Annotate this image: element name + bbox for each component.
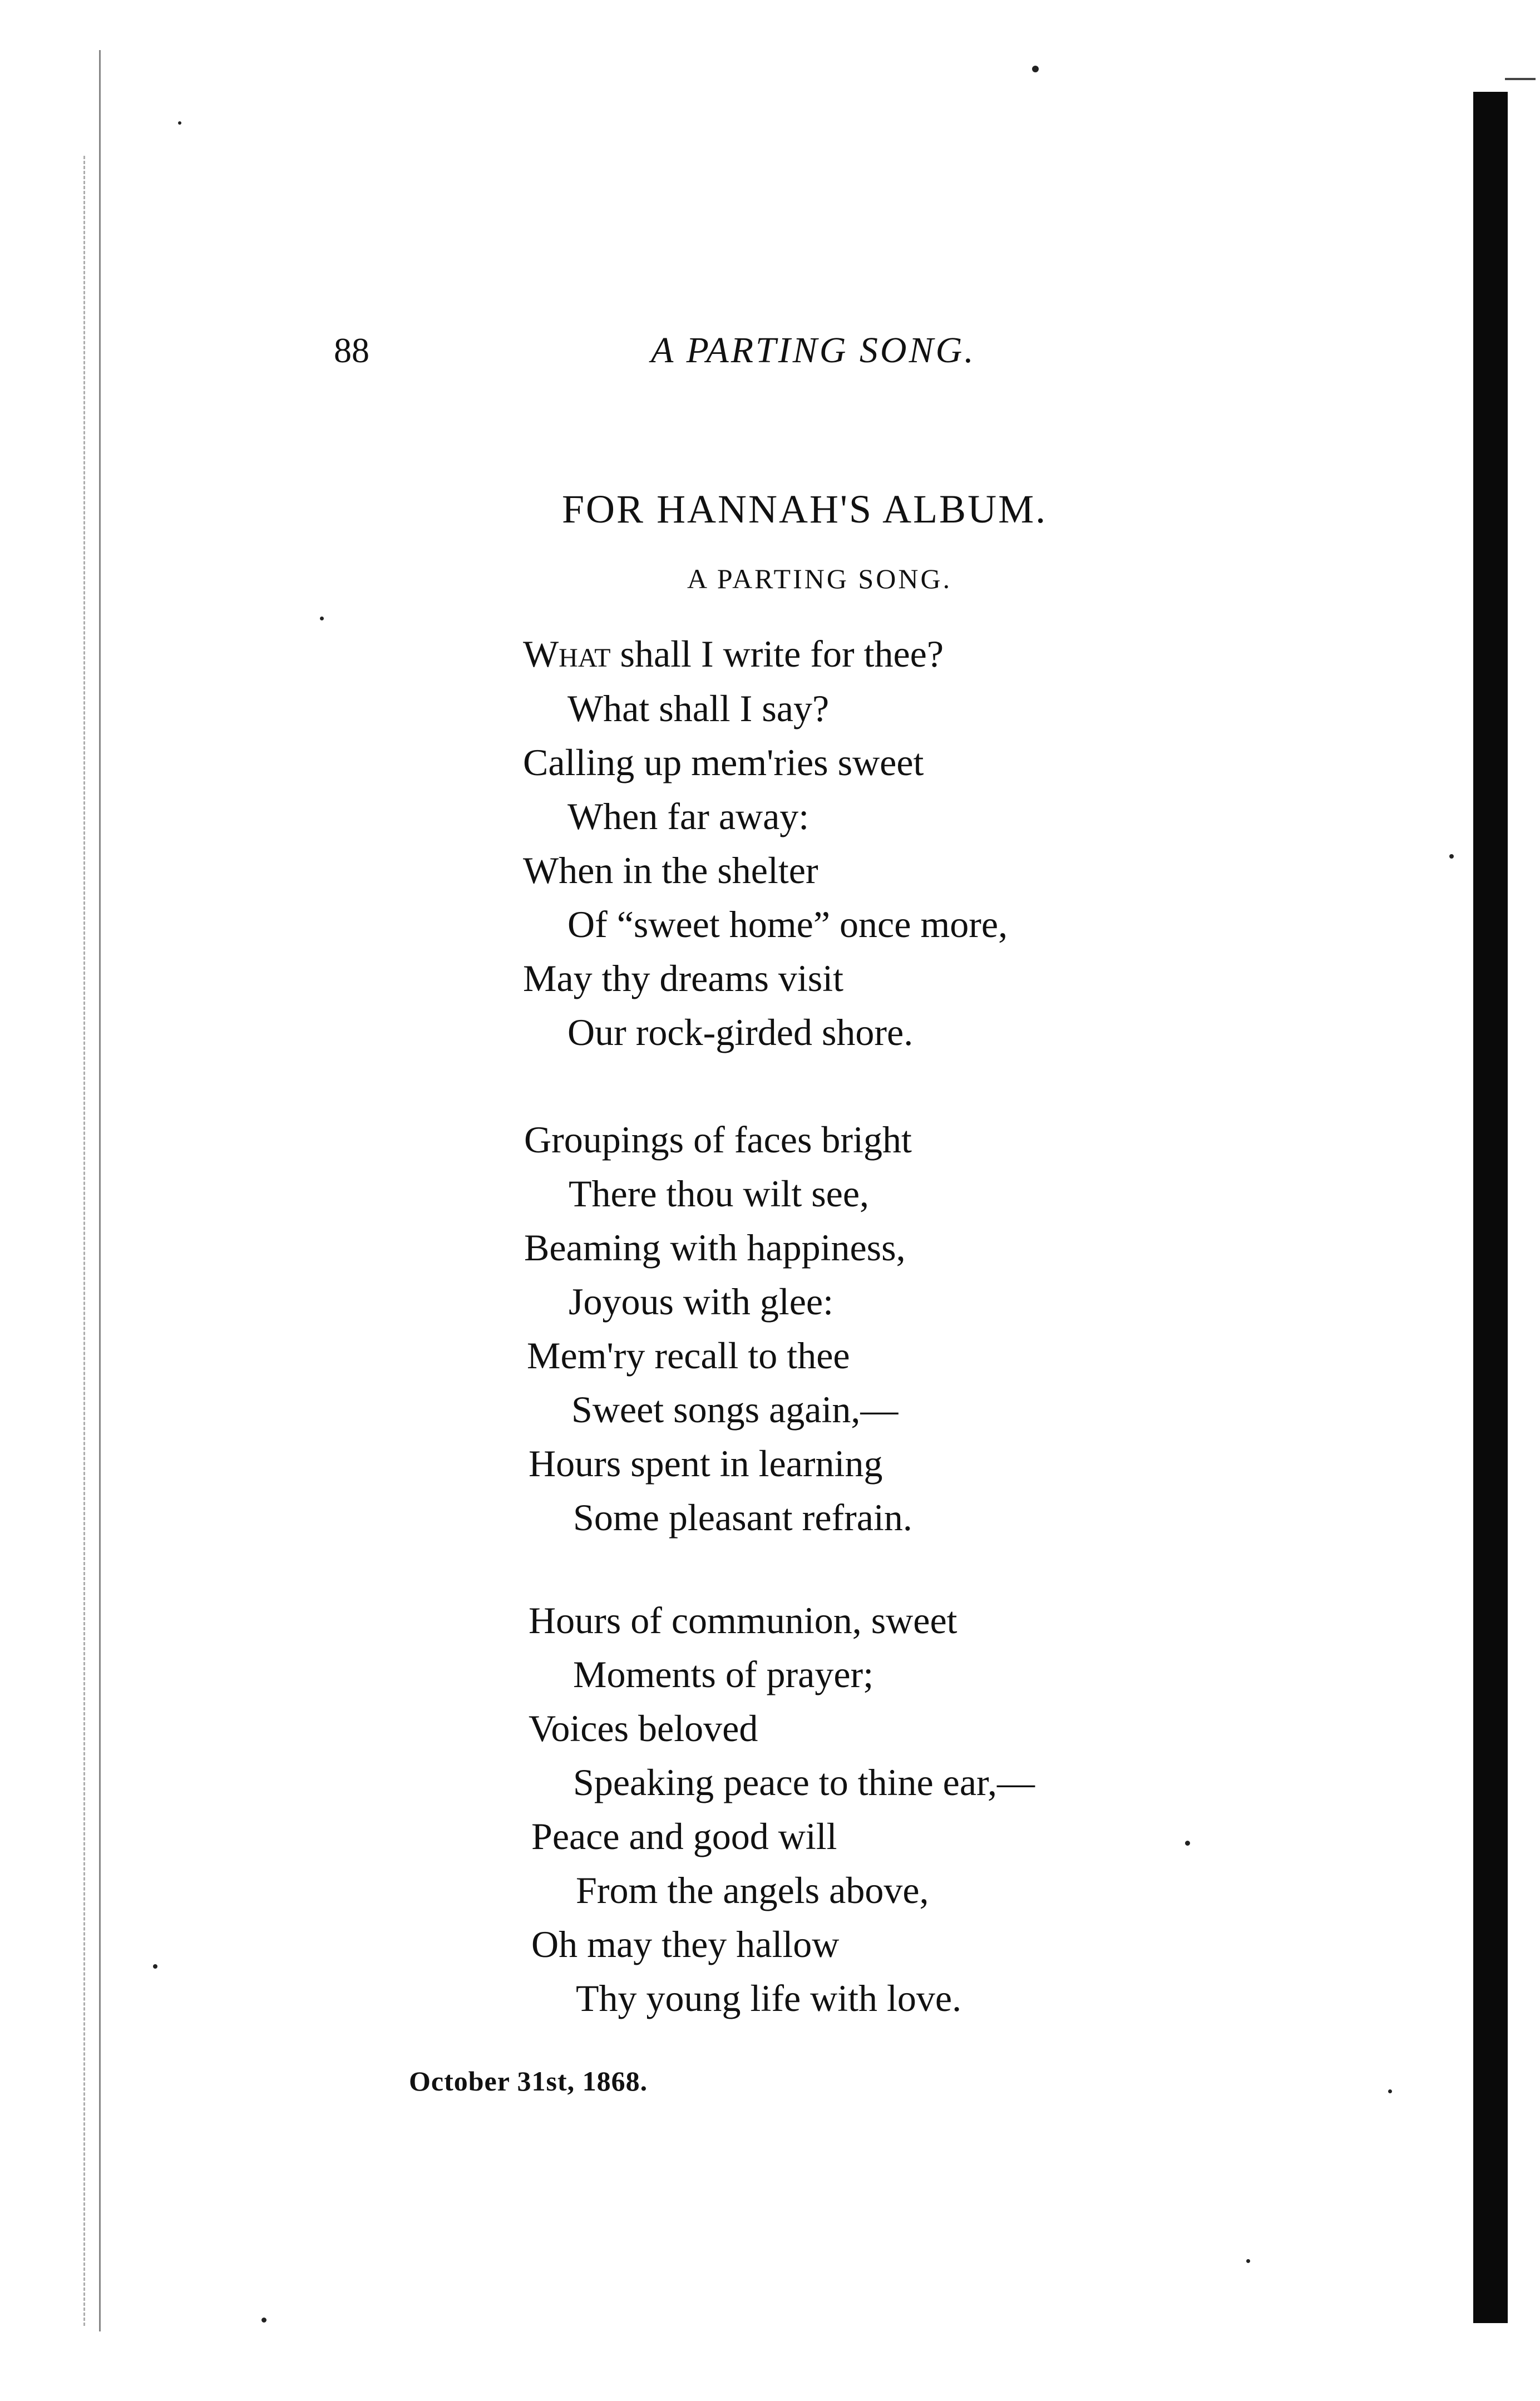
poem-line: Peace and good will xyxy=(531,1815,837,1857)
poem-line: What shall I say? xyxy=(567,687,830,729)
page-header xyxy=(0,328,1540,373)
poem-line: Hours spent in learning xyxy=(529,1442,883,1485)
scan-speck xyxy=(1032,66,1039,72)
scan-speck xyxy=(178,121,181,125)
page-number: 88 xyxy=(334,331,369,370)
scan-speck xyxy=(1449,854,1454,859)
poem-line: Some pleasant refrain. xyxy=(573,1496,912,1539)
scan-speck xyxy=(153,1964,157,1969)
poem-date: October 31st, 1868. xyxy=(409,2065,648,2097)
poem-line: Of “sweet home” once more, xyxy=(567,903,1008,945)
scan-speck xyxy=(1246,2259,1250,2263)
scan-speck xyxy=(261,2318,266,2323)
poem-subtitle: A PARTING SONG. xyxy=(687,563,952,594)
poem-line: Joyous with glee: xyxy=(569,1280,833,1323)
scan-edge-bar xyxy=(1473,92,1508,2323)
poem-line: Hours of communion, sweet xyxy=(529,1599,957,1641)
poem-line: Sweet songs again,— xyxy=(571,1388,899,1431)
poem-line-rest: shall I write for thee? xyxy=(610,633,944,675)
poem-line: Moments of prayer; xyxy=(573,1653,874,1695)
poem-line: From the angels above, xyxy=(576,1869,929,1911)
poem-line: There thou wilt see, xyxy=(569,1172,870,1215)
scan-edge-mark xyxy=(1505,78,1536,80)
running-title: A PARTING SONG. xyxy=(651,330,976,371)
poem-line: Voices beloved xyxy=(529,1707,758,1749)
poem-line: May thy dreams visit xyxy=(523,957,844,999)
poem-line: Beaming with happiness, xyxy=(524,1226,906,1269)
poem-line: Speaking peace to thine ear,— xyxy=(573,1761,1035,1803)
page-left-edge xyxy=(83,156,88,2326)
poem-line: Our rock-girded shore. xyxy=(567,1011,914,1053)
scan-speck xyxy=(1388,2089,1392,2093)
poem-line: When in the shelter xyxy=(523,849,818,891)
poem-line: Mem'ry recall to thee xyxy=(527,1334,850,1377)
poem-title: FOR HANNAH'S ALBUM. xyxy=(562,487,1048,531)
scan-speck xyxy=(320,617,324,620)
poem-line: Groupings of faces bright xyxy=(524,1118,912,1161)
poem-line: Calling up mem'ries sweet xyxy=(523,741,924,783)
poem-line: When far away: xyxy=(567,795,810,837)
page-binding-line xyxy=(99,50,102,2331)
poem-line-lead-word: What xyxy=(523,633,611,675)
poem-line: Oh may they hallow xyxy=(531,1923,840,1965)
scan-speck xyxy=(1185,1841,1190,1846)
poem-line xyxy=(523,629,944,679)
poem-line: Thy young life with love. xyxy=(576,1977,962,2019)
